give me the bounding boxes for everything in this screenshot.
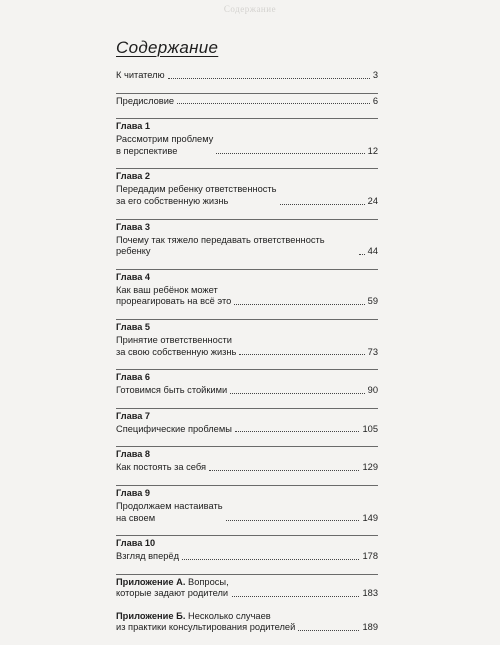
- toc-entry: [116, 408, 378, 436]
- entry-title: Приложение А. Вопросы, которые задают родители: [116, 576, 229, 599]
- toc-entry: [116, 319, 378, 358]
- table-of-contents: [116, 70, 378, 645]
- entry-title: Взгляд вперёд: [116, 551, 180, 562]
- page-number: 73: [367, 346, 378, 357]
- page-number: 6: [372, 95, 378, 106]
- toc-entry: [116, 485, 378, 524]
- entry-line: [116, 96, 378, 108]
- leader-dots: [209, 470, 359, 471]
- toc-entry: [116, 219, 378, 258]
- chapter-label: Глава 10: [116, 538, 156, 549]
- appendix-label: Приложение Б.: [116, 610, 186, 621]
- bleed-through-header: Содержание: [223, 4, 277, 14]
- entry-title: Рассмотрим проблему в перспективе: [116, 134, 214, 156]
- entry-title: Передадим ребенку ответственность за его собственную жизнь: [116, 184, 277, 206]
- chapter-label: Глава 7: [116, 410, 150, 421]
- entry-title: Готовимся быть стойкими: [116, 385, 228, 396]
- page-number: 149: [362, 512, 378, 523]
- leader-dots: [232, 596, 360, 597]
- chapter-label: Глава 4: [116, 271, 150, 282]
- page-number: 183: [362, 588, 378, 599]
- leader-dots: [298, 630, 359, 631]
- page-number: 189: [362, 622, 378, 633]
- leader-dots: [168, 78, 370, 79]
- entry-title: Предисловие: [116, 95, 175, 106]
- page-title: Содержание: [116, 38, 219, 57]
- toc-entry: [116, 611, 378, 634]
- entry-title: Принятие ответственности за свою собственную жизнь: [116, 334, 237, 357]
- toc-entry: [116, 535, 378, 563]
- entry-title: Как ваш ребёнок может прореагировать на всё это: [116, 284, 232, 307]
- entry-title: Продолжаем настаивать на своем: [116, 500, 223, 523]
- entry-title: Приложение Б. Несколько случаев из практики консультирования родителей: [116, 610, 296, 633]
- page-number: 44: [367, 246, 378, 257]
- toc-entry: [116, 574, 378, 600]
- page-number: 105: [362, 423, 378, 434]
- chapter-label: Глава 1: [116, 121, 150, 132]
- toc-entry: [116, 168, 378, 207]
- chapter-label: Глава 8: [116, 449, 150, 460]
- entry-line: [116, 70, 378, 82]
- chapter-label: Глава 9: [116, 487, 150, 498]
- page-number: 178: [362, 551, 378, 562]
- toc-entry: [116, 70, 378, 82]
- entry-line: [116, 285, 378, 308]
- page-number: 12: [367, 145, 378, 156]
- entry-line: [116, 385, 378, 397]
- leader-dots: [230, 393, 364, 394]
- entry-title: К читателю: [116, 70, 165, 80]
- toc-entry: [116, 269, 378, 308]
- leader-dots: [182, 559, 359, 560]
- page-number: 24: [367, 195, 378, 206]
- entry-line: [116, 501, 378, 524]
- leader-dots: [234, 304, 364, 305]
- entry-line: [116, 235, 378, 258]
- leader-dots: [235, 431, 360, 432]
- page-number: 90: [367, 385, 378, 396]
- page-number: 59: [367, 296, 378, 307]
- chapter-label: Глава 5: [116, 321, 150, 332]
- entry-line: [116, 134, 378, 157]
- page-number: 3: [372, 70, 378, 80]
- chapter-label: Глава 3: [116, 221, 150, 232]
- entry-line: [116, 551, 378, 563]
- entry-title: Как постоять за себя: [116, 462, 207, 473]
- entry-line: [116, 335, 378, 358]
- entry-line: [116, 184, 378, 207]
- entry-line: [116, 611, 378, 634]
- leader-dots: [280, 204, 365, 205]
- leader-dots: [216, 153, 364, 154]
- toc-entry: [116, 369, 378, 397]
- leader-dots: [239, 354, 364, 355]
- entry-title: Почему так тяжело передавать ответственность ребенку: [116, 234, 325, 257]
- toc-entry: [116, 118, 378, 157]
- entry-line: [116, 577, 378, 600]
- entry-line: [116, 424, 378, 436]
- leader-dots: [177, 103, 370, 104]
- leader-dots: [226, 520, 360, 521]
- toc-entry: [116, 93, 378, 108]
- page-number: 129: [362, 462, 378, 473]
- chapter-label: Глава 6: [116, 372, 150, 383]
- toc-entry: [116, 446, 378, 474]
- appendix-label: Приложение А.: [116, 576, 186, 587]
- leader-dots: [359, 254, 365, 255]
- chapter-label: Глава 2: [116, 171, 150, 182]
- entry-line: [116, 462, 378, 474]
- entry-title: Специфические проблемы: [116, 423, 232, 434]
